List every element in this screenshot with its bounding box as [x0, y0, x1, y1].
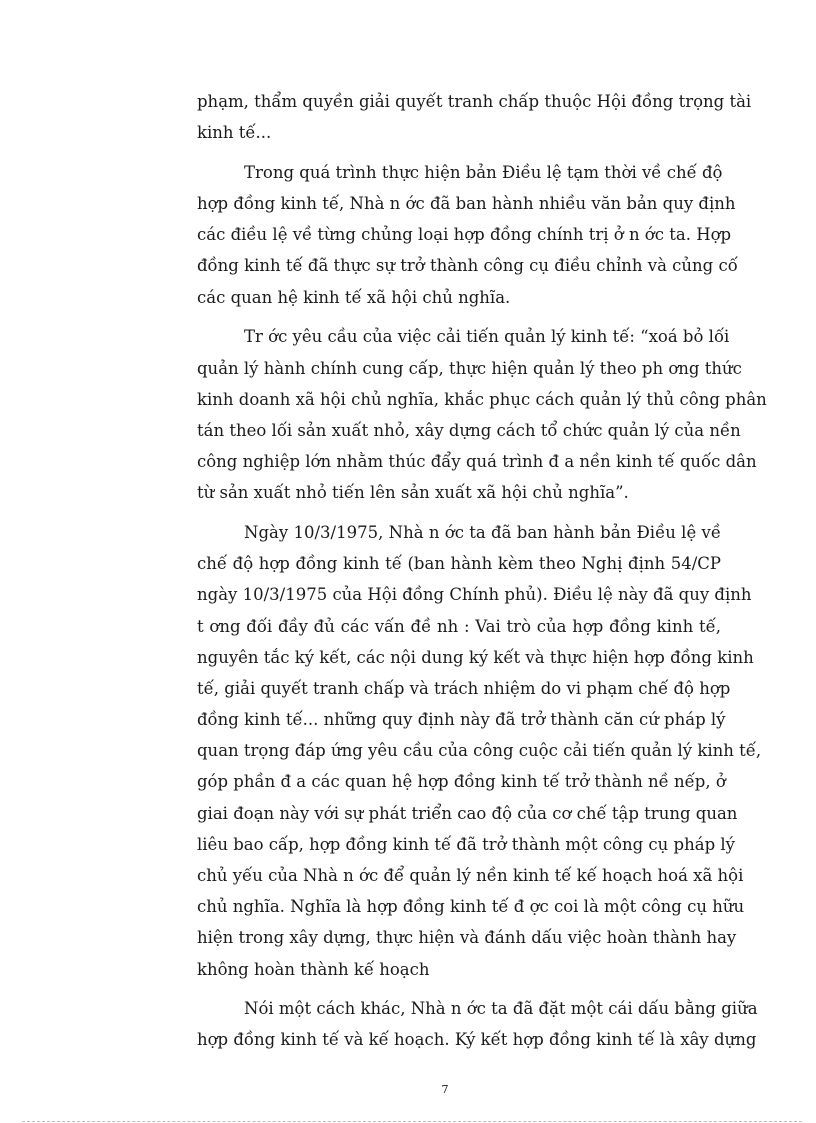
text-line: đồng kinh tế... những quy định này đã trở thành căn cứ pháp lý	[197, 710, 726, 730]
text-line: nguyên tắc ký kết, các nội dung ký kết và thực hiện hợp đồng kinh	[197, 647, 754, 667]
text-line: ngày 10/3/1975 của Hội đồng Chính phủ). Điều lệ này đã quy định	[197, 585, 752, 605]
text-line: Nói một cách khác, Nhà n ớc ta đã đặt một cái dấu bằng giữa	[244, 999, 758, 1019]
document-body	[197, 86, 767, 1056]
text-line: kinh tế...	[197, 123, 272, 143]
text-line: không hoàn thành kế hoạch	[197, 959, 430, 979]
text-line: công nghiệp lớn nhằm thúc đẩy quá trình đ a nền kinh tế quốc dân	[197, 452, 757, 472]
text-line: quản lý hành chính cung cấp, thực hiện quản lý theo ph ơng thức	[197, 358, 742, 378]
paragraph-2	[197, 157, 738, 313]
text-line: kinh doanh xã hội chủ nghĩa, khắc phục cách quản lý thủ công phân	[197, 389, 767, 409]
text-line: Ngày 10/3/1975, Nhà n ớc ta đã ban hành bản Điều lệ về	[244, 522, 721, 542]
text-line: liêu bao cấp, hợp đồng kinh tế đã trở thành một công cụ pháp lý	[197, 834, 735, 854]
text-line: chủ nghĩa. Nghĩa là hợp đồng kinh tế đ ợc coi là một công cụ hữu	[197, 897, 745, 917]
paragraph-3	[197, 321, 767, 508]
paragraph-1	[197, 86, 752, 148]
text-line: đồng kinh tế đã thực sự trở thành công cụ điều chỉnh và củng cố	[197, 256, 738, 276]
page-number: 7	[441, 1083, 449, 1096]
text-line: hiện trong xây dựng, thực hiện và đánh dấu việc hoàn thành hay	[197, 928, 737, 948]
footer-divider	[22, 1121, 802, 1122]
text-line: chủ yếu của Nhà n ớc để quản lý nền kinh tế kế hoạch hoá xã hội	[197, 866, 744, 885]
text-line: Tr ớc yêu cầu của việc cải tiến quản lý kinh tế: “xoá bỏ lối	[244, 327, 730, 347]
text-line: Trong quá trình thực hiện bản Điều lệ tạm thời về chế độ	[244, 162, 723, 182]
paragraph-4	[197, 517, 762, 985]
text-line: tán theo lối sản xuất nhỏ, xây dựng cách tổ chức quản lý của nền	[197, 420, 741, 440]
text-line: các quan hệ kinh tế xã hội chủ nghĩa.	[197, 287, 511, 307]
paragraph-5	[197, 993, 758, 1055]
text-line: từ sản xuất nhỏ tiến lên sản xuất xã hội chủ nghĩa”.	[197, 483, 629, 503]
text-line: quan trọng đáp ứng yêu cầu của công cuộc cải tiến quản lý kinh tế,	[197, 741, 762, 761]
text-line: t ơng đối đầy đủ các vấn đề nh : Vai trò của hợp đồng kinh tế,	[197, 616, 721, 636]
text-line: hợp đồng kinh tế và kế hoạch. Ký kết hợp đồng kinh tế là xây dựng	[197, 1030, 757, 1050]
text-line: phạm, thẩm quyền giải quyết tranh chấp thuộc Hội đồng trọng tài	[197, 92, 752, 111]
text-line: hợp đồng kinh tế, Nhà n ớc đã ban hành nhiều văn bản quy định	[197, 194, 736, 214]
text-line: các điều lệ về từng chủng loại hợp đồng chính trị ở n ớc ta. Hợp	[197, 225, 732, 245]
text-line: tế, giải quyết tranh chấp và trách nhiệm do vi phạm chế độ hợp	[197, 678, 731, 698]
text-line: góp phần đ a các quan hệ hợp đồng kinh tế trở thành nề nếp, ở	[197, 772, 726, 792]
text-line: giai đoạn này với sự phát triển cao độ của cơ chế tập trung quan	[197, 803, 738, 823]
text-line: chế độ hợp đồng kinh tế (ban hành kèm theo Nghị định 54/CP	[197, 554, 721, 574]
